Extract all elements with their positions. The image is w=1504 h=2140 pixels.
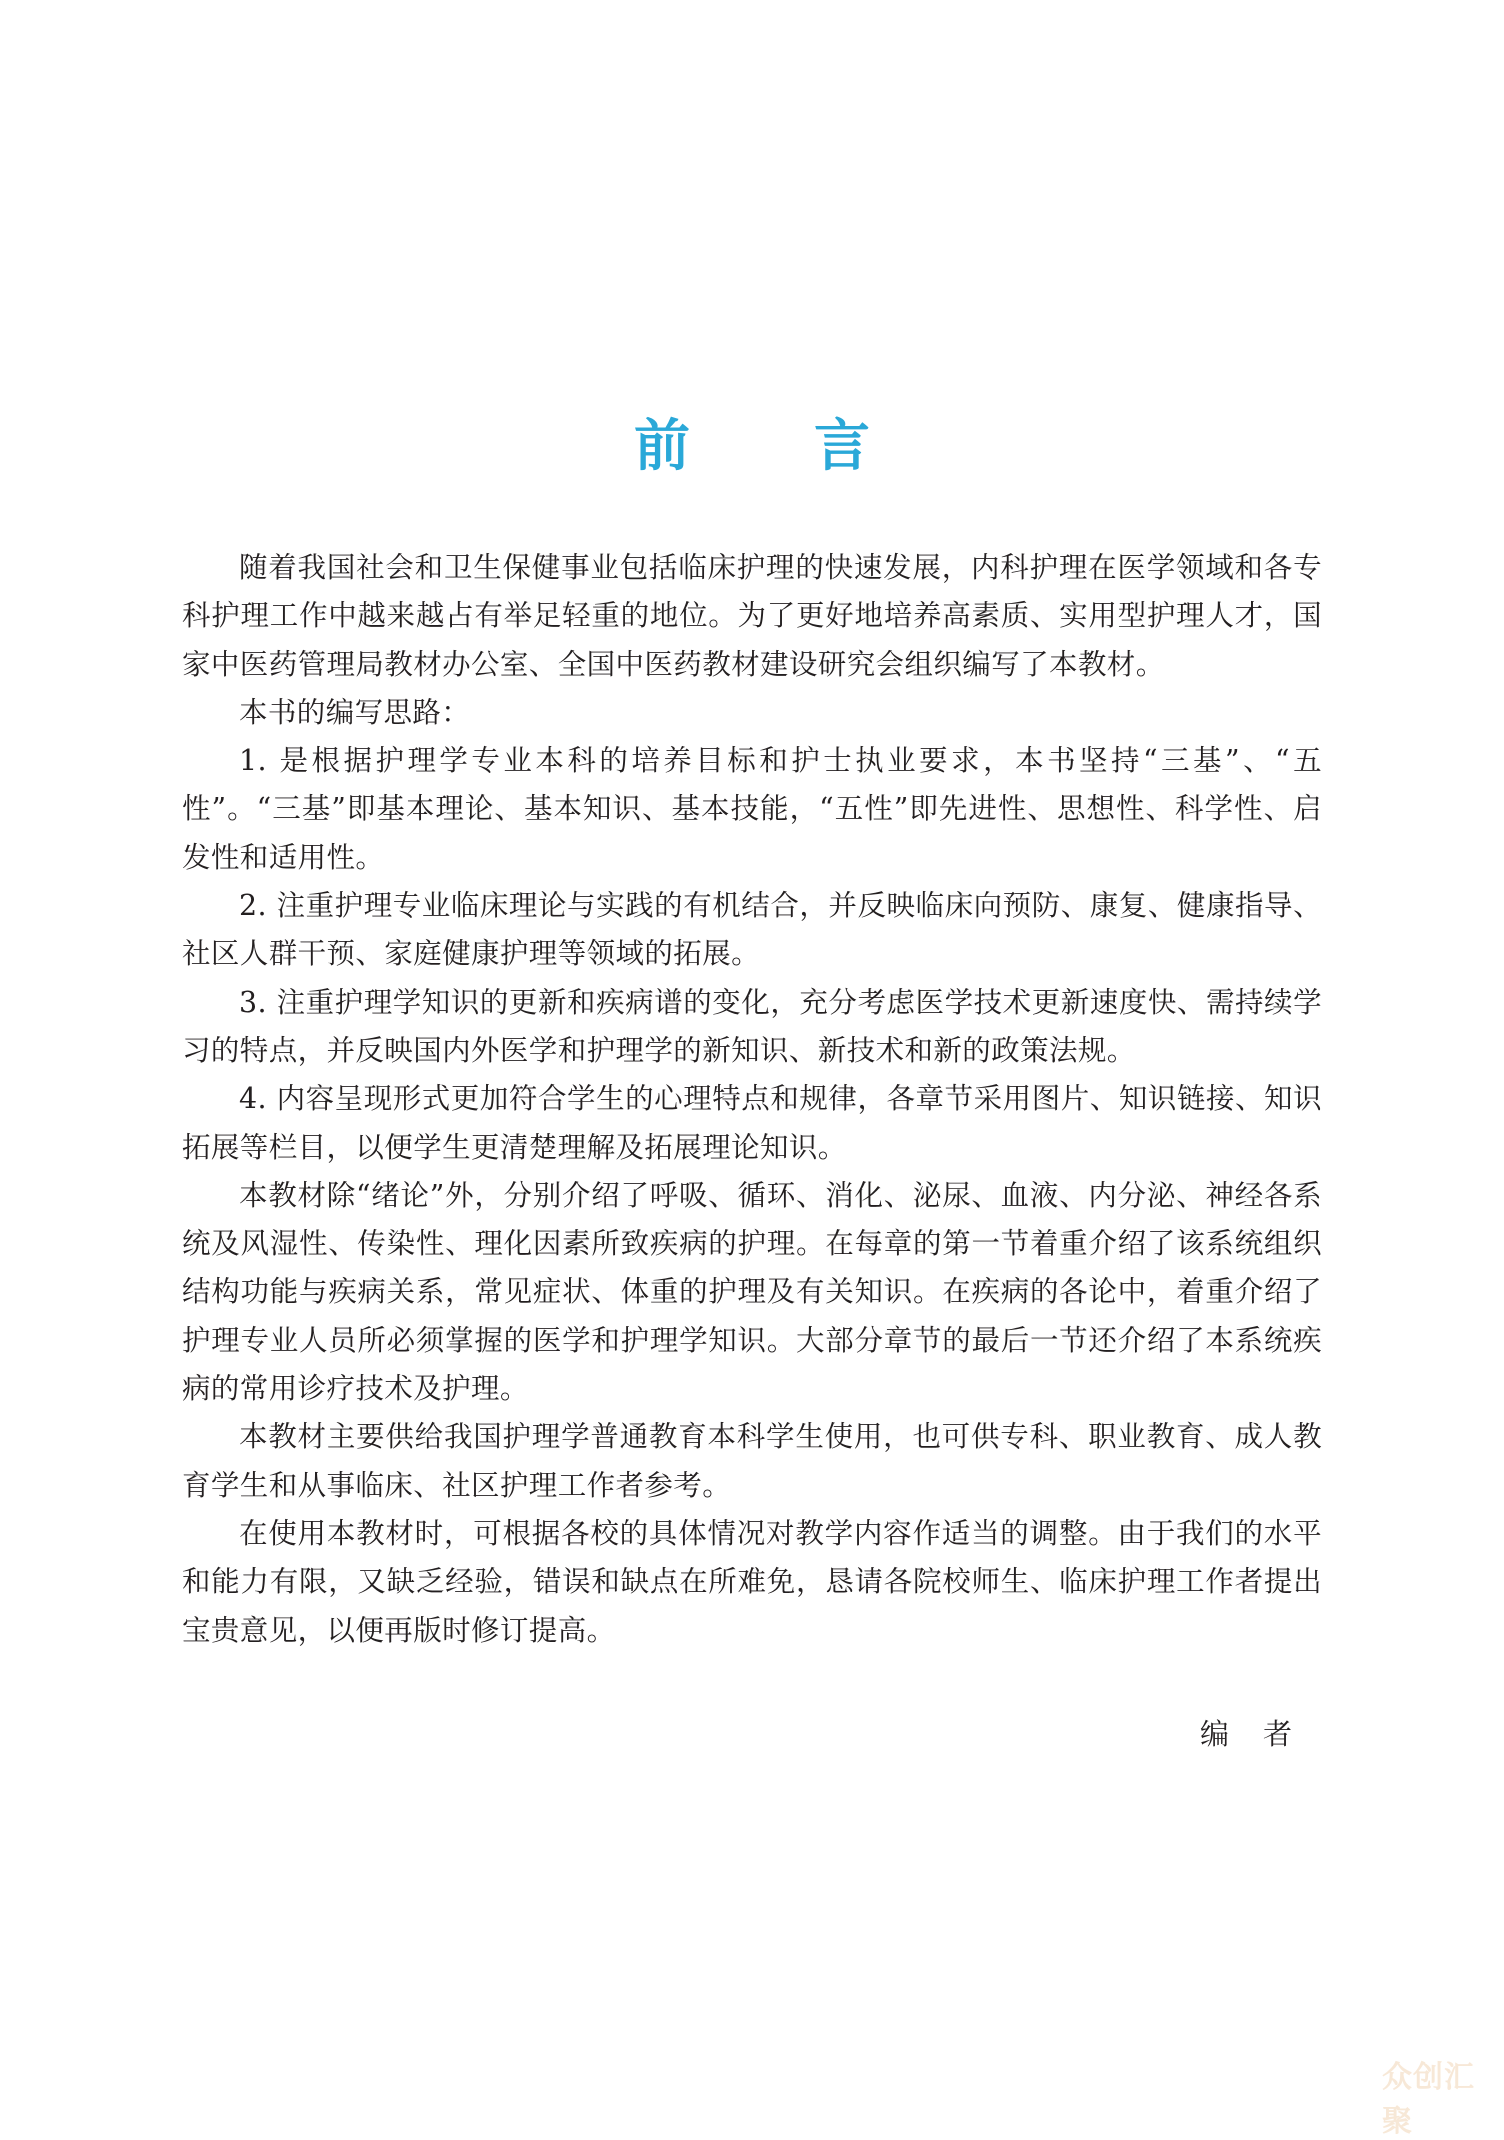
page-title-char-2: 言 <box>814 412 870 479</box>
page-title <box>0 406 1504 486</box>
paragraph-intro: 随着我国社会和卫生保健事业包括临床护理的快速发展，内科护理在医学领域和各专科护理工作中越来越占有举足轻重的地位。为了更好地培养高素质、实用型护理人才，国家中医药管理局教材办公室、全国中医药教材建设研究会组织编写了本教材。 <box>182 551 1322 681</box>
paragraph-point-2: 2. 注重护理专业临床理论与实践的有机结合，并反映临床向预防、康复、健康指导、社区人群干预、家庭健康护理等领域的拓展。 <box>182 889 1322 971</box>
paragraph-approach-heading: 本书的编写思路： <box>239 695 471 729</box>
signature-char-2: 者 <box>1263 1717 1293 1751</box>
signature <box>1200 1710 1292 1758</box>
paragraph-point-1: 1. 是根据护理学专业本科的培养目标和护士执业要求，本书坚持“三基”、“五性”。“三基”即基本理论、基本知识、基本技能，“五性”即先进性、思想性、科学性、启发性和适用性。 <box>182 744 1322 874</box>
watermark: 众创汇聚 <box>1382 2060 1475 2139</box>
paragraph-usage-note: 在使用本教材时，可根据各校的具体情况对教学内容作适当的调整。由于我们的水平和能力有限，又缺乏经验，错误和缺点在所难免，恳请各院校师生、临床护理工作者提出宝贵意见，以便再版时修订提高。 <box>182 1516 1322 1647</box>
paragraph-audience: 本教材主要供给我国护理学普通教育本科学生使用，也可供专科、职业教育、成人教育学生和从事临床、社区护理工作者参考。 <box>182 1420 1322 1502</box>
paragraph-point-4: 4. 内容呈现形式更加符合学生的心理特点和规律，各章节采用图片、知识链接、知识拓展等栏目，以便学生更清楚理解及拓展理论知识。 <box>182 1082 1322 1164</box>
paragraph-content-overview: 本教材除“绪论”外，分别介绍了呼吸、循环、消化、泌尿、血液、内分泌、神经各系统及风湿性、传染性、理化因素所致疾病的护理。在每章的第一节着重介绍了该系统组织结构功能与疾病关系，常见症状、体重的护理及有关知识。在疾病的各论中，着重介绍了护理专业人员所必须掌握的医学和护理学知识。大部分章节的最后一节还介绍了本系统疾病的常用诊疗技术及护理。 <box>182 1178 1322 1406</box>
paragraph-point-3: 3. 注重护理学知识的更新和疾病谱的变化，充分考虑医学技术更新速度快、需持续学习的特点，并反映国内外医学和护理学的新知识、新技术和新的政策法规。 <box>182 985 1322 1067</box>
signature-char-1: 编 <box>1200 1717 1230 1751</box>
page-title-char-1: 前 <box>634 412 690 479</box>
preface-body <box>182 544 1322 1655</box>
